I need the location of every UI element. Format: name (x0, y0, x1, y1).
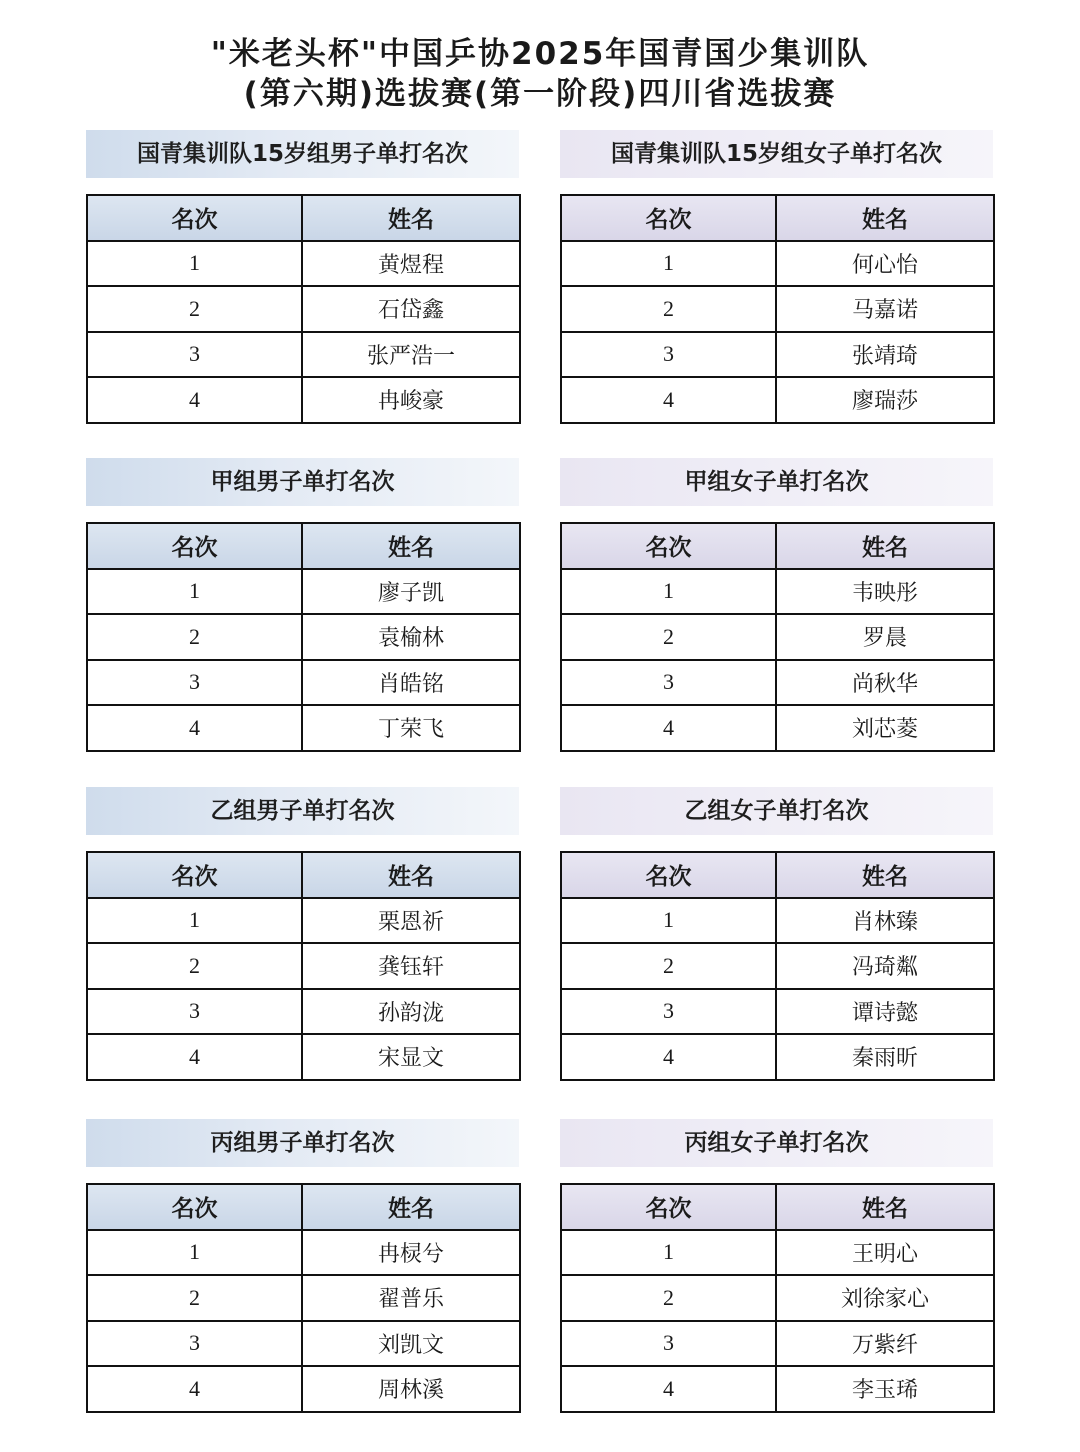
rank-cell: 1 (561, 569, 776, 615)
name-cell: 黄煜程 (302, 241, 520, 287)
name-cell: 廖子凯 (302, 569, 520, 615)
name-cell: 马嘉诺 (776, 286, 994, 332)
rank-cell: 2 (87, 1275, 302, 1321)
rank-cell: 3 (87, 1321, 302, 1367)
rank-cell: 3 (87, 989, 302, 1035)
section-title: 甲组男子单打名次 (86, 458, 519, 506)
name-cell: 栗恩祈 (302, 898, 520, 944)
name-cell: 袁榆林 (302, 614, 520, 660)
rank-cell: 2 (87, 943, 302, 989)
rank-cell: 1 (561, 898, 776, 944)
table-row (561, 1034, 994, 1080)
name-cell: 刘徐家心 (776, 1275, 994, 1321)
table-header-row (87, 195, 520, 241)
rank-cell: 2 (87, 614, 302, 660)
rank-column-header: 名次 (87, 852, 302, 898)
name-column-header: 姓名 (302, 1184, 520, 1230)
table-row (87, 705, 520, 751)
table-row (561, 1230, 994, 1276)
name-cell: 秦雨昕 (776, 1034, 994, 1080)
rank-cell: 4 (561, 705, 776, 751)
table-header-row (561, 523, 994, 569)
name-column-header: 姓名 (302, 195, 520, 241)
table-row (87, 241, 520, 287)
name-cell: 谭诗懿 (776, 989, 994, 1035)
table-row (87, 332, 520, 378)
rank-cell: 4 (561, 377, 776, 423)
name-cell: 何心怡 (776, 241, 994, 287)
table-header-row (561, 195, 994, 241)
rank-cell: 1 (561, 241, 776, 287)
name-cell: 宋显文 (302, 1034, 520, 1080)
rank-cell: 1 (87, 898, 302, 944)
table-row (561, 377, 994, 423)
page-title-line-2: (第六期)选拔赛(第一阶段)四川省选拔赛 (243, 76, 837, 112)
section-title: 国青集训队15岁组男子单打名次 (86, 130, 519, 178)
table-header-row (87, 852, 520, 898)
name-column-header: 姓名 (776, 523, 994, 569)
ranking-table (86, 194, 521, 424)
rank-column-header: 名次 (561, 1184, 776, 1230)
ranking-table (560, 1183, 995, 1413)
ranking-table (560, 851, 995, 1081)
section-group-c-men-singles (86, 1119, 519, 1413)
table-row (561, 660, 994, 706)
ranking-table (86, 851, 521, 1081)
section-title: 丙组男子单打名次 (86, 1119, 519, 1167)
name-cell: 王明心 (776, 1230, 994, 1276)
section-title: 丙组女子单打名次 (560, 1119, 993, 1167)
table-row (561, 1321, 994, 1367)
table-row (87, 1275, 520, 1321)
rank-cell: 2 (561, 286, 776, 332)
rank-cell: 1 (87, 569, 302, 615)
rank-cell: 3 (561, 989, 776, 1035)
table-row (87, 286, 520, 332)
ranking-table (560, 194, 995, 424)
rank-cell: 3 (561, 660, 776, 706)
table-row (87, 1321, 520, 1367)
table-row (561, 569, 994, 615)
rank-cell: 2 (561, 614, 776, 660)
table-row (561, 1366, 994, 1412)
rank-cell: 4 (561, 1366, 776, 1412)
name-cell: 万紫纤 (776, 1321, 994, 1367)
table-row (561, 286, 994, 332)
rank-cell: 4 (87, 377, 302, 423)
name-column-header: 姓名 (302, 523, 520, 569)
name-cell: 冉棂兮 (302, 1230, 520, 1276)
table-row (561, 1275, 994, 1321)
rank-cell: 1 (87, 1230, 302, 1276)
table-row (561, 989, 994, 1035)
name-cell: 翟普乐 (302, 1275, 520, 1321)
section-group-a-men-singles (86, 458, 519, 752)
rank-column-header: 名次 (561, 195, 776, 241)
name-column-header: 姓名 (776, 1184, 994, 1230)
table-header-row (561, 852, 994, 898)
name-cell: 张严浩一 (302, 332, 520, 378)
rank-cell: 4 (87, 705, 302, 751)
table-row (561, 943, 994, 989)
section-group-b-women-singles (560, 787, 993, 1081)
name-cell: 周林溪 (302, 1366, 520, 1412)
name-column-header: 姓名 (302, 852, 520, 898)
table-row (87, 1366, 520, 1412)
section-title: 乙组男子单打名次 (86, 787, 519, 835)
name-column-header: 姓名 (776, 195, 994, 241)
rank-cell: 4 (87, 1366, 302, 1412)
rank-cell: 3 (561, 332, 776, 378)
name-cell: 冯琦粼 (776, 943, 994, 989)
rank-cell: 4 (87, 1034, 302, 1080)
ranking-table (86, 522, 521, 752)
section-group-b-men-singles (86, 787, 519, 1081)
table-header-row (561, 1184, 994, 1230)
rank-column-header: 名次 (87, 195, 302, 241)
section-u15-men-singles (86, 130, 519, 424)
table-row (87, 898, 520, 944)
table-row (87, 943, 520, 989)
name-cell: 罗晨 (776, 614, 994, 660)
rank-column-header: 名次 (87, 523, 302, 569)
table-row (87, 989, 520, 1035)
rank-cell: 3 (87, 660, 302, 706)
section-group-a-women-singles (560, 458, 993, 752)
name-cell: 廖瑞莎 (776, 377, 994, 423)
name-column-header: 姓名 (776, 852, 994, 898)
section-u15-women-singles (560, 130, 993, 424)
section-title: 国青集训队15岁组女子单打名次 (560, 130, 993, 178)
name-cell: 肖林臻 (776, 898, 994, 944)
name-cell: 孙韵泷 (302, 989, 520, 1035)
table-row (87, 614, 520, 660)
rank-column-header: 名次 (561, 852, 776, 898)
table-row (561, 614, 994, 660)
name-cell: 肖皓铭 (302, 660, 520, 706)
name-cell: 刘凯文 (302, 1321, 520, 1367)
rank-cell: 3 (561, 1321, 776, 1367)
name-cell: 韦映彤 (776, 569, 994, 615)
ranking-table (560, 522, 995, 752)
name-cell: 尚秋华 (776, 660, 994, 706)
section-title: 甲组女子单打名次 (560, 458, 993, 506)
name-cell: 刘芯菱 (776, 705, 994, 751)
name-cell: 冉峻豪 (302, 377, 520, 423)
table-row (87, 1034, 520, 1080)
table-row (87, 660, 520, 706)
section-group-c-women-singles (560, 1119, 993, 1413)
name-cell: 张靖琦 (776, 332, 994, 378)
rank-column-header: 名次 (87, 1184, 302, 1230)
section-title: 乙组女子单打名次 (560, 787, 993, 835)
table-row (561, 705, 994, 751)
rank-cell: 1 (87, 241, 302, 287)
rank-cell: 3 (87, 332, 302, 378)
rank-cell: 2 (561, 1275, 776, 1321)
rank-cell: 2 (561, 943, 776, 989)
table-row (87, 377, 520, 423)
ranking-table (86, 1183, 521, 1413)
name-cell: 李玉琋 (776, 1366, 994, 1412)
name-cell: 石岱鑫 (302, 286, 520, 332)
table-row (561, 332, 994, 378)
table-row (87, 1230, 520, 1276)
table-header-row (87, 523, 520, 569)
table-row (87, 569, 520, 615)
page-title-line-1: "米老头杯"中国乒协2025年国青国少集训队 (210, 36, 870, 72)
table-header-row (87, 1184, 520, 1230)
rank-cell: 2 (87, 286, 302, 332)
table-row (561, 898, 994, 944)
table-row (561, 241, 994, 287)
rank-cell: 4 (561, 1034, 776, 1080)
rank-column-header: 名次 (561, 523, 776, 569)
name-cell: 丁荣飞 (302, 705, 520, 751)
name-cell: 龚钰轩 (302, 943, 520, 989)
rank-cell: 1 (561, 1230, 776, 1276)
